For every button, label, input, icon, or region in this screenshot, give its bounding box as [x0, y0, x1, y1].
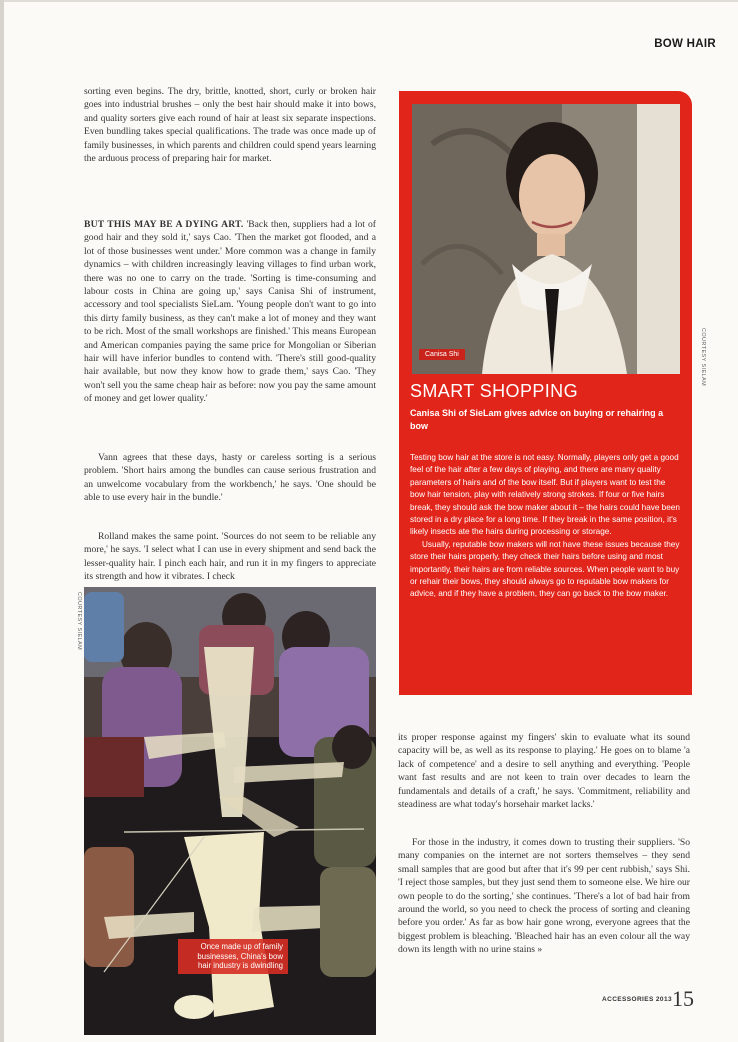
article-paragraph: sorting even begins. The dry, brittle, knotted, short, curly or broken hair goes into industrial brushes – only the best hair should make it into bows, and quality sorters give each round of hair at least six separate inspections. Even bundling takes special qualifications. The trade was once made up of family businesses, in which parents and children could spend years learning the arduous process of preparing hair for market. — [84, 86, 376, 165]
article-paragraph: Rolland makes the same point. 'Sources do not seem to be reliable any more,' he says. 'I select what I can use in every shipment and send back the lesser-quality hair. I pinch each hair, and run it in my fingers to appreciate its strength and how it vibrates. I check — [84, 531, 376, 583]
photo-credit: COURTESY SIELAM — [76, 592, 82, 651]
article-paragraph: its proper response against my fingers' skin to evaluate what its sound capacity will be, as well as its response to playing.' He goes on to blame 'a lack of competence' and a desire to sell anything and everything. 'People want fast results and are not keen to train over decades to learn the fundamentals and details of a craft,' he says. 'Commitment, reliability and steadiness are what today's horsehair market lacks.' — [398, 732, 690, 811]
section-header: BOW HAIR — [654, 38, 716, 50]
issue-label: ACCESSORIES 2013 — [602, 996, 672, 1003]
sidebar-subtitle: Canisa Shi of SieLam gives advice on buying or rehairing a bow — [410, 408, 664, 431]
article-paragraph: Vann agrees that these days, hasty or careless sorting is a serious problem. 'Short hairs among the bundles can cause serious frustration and an unwelcome vocabulary from the workbench,' he says. 'One should be able to use every hair in the bundle.' — [84, 452, 376, 504]
article-paragraph: For those in the industry, it comes down to trusting their suppliers. 'So many companies on the internet are not sorters themselves – they send small samples that are good but after that it's 99 per cent rubbish,' says Shi. 'I reject those samples, but they just send them to someone else. We hire our own people to do the sorting,' she continues. 'There's a lot of bad hair from around the world, so you need to check the process of sorting and cleaning before you order.' As far as bow hair gone wrong, everyone agrees that the biggest problem is bleaching. 'Bleached hair has an even colour all the way down its length with no urine stains » — [398, 837, 690, 956]
portrait-image — [412, 104, 680, 374]
article-paragraph: BUT THIS MAY BE A DYING ART. 'Back then, suppliers had a lot of good hair and they sold it,' says Cao. 'Then the market got flooded, and a lot of those businesses went under.' More common was a change in family dynamics – with children increasingly leaving villages to find urban work, there was no one to carry on the trade. 'Sorting is time-consuming and labour costs in China are going up,' says Canisa Shi of instrument, accessory and tool specialists SieLam. 'Young people don't want to go into this dirty family business, as they can't make a lot of money and they want to be rich. Most of the small workshops are finished.' This means European and American companies paying the same price for Mongolian or Siberian hair will have inferior bundles to contend with. 'There's still good-quality hair available, but now they know how to grade them,' says Cao. 'They won't sell you the same cheap hair as before: now you pay the same amount of money and get lower quality.' — [84, 219, 376, 405]
portrait-credit: COURTESY SIELAM — [700, 328, 706, 387]
photo-caption: Once made up of family businesses, China's bow hair industry is dwindling — [178, 939, 288, 974]
sidebar-title: SMART SHOPPING — [410, 381, 578, 401]
canisa-shi-portrait — [412, 104, 680, 374]
sidebar-paragraph: Testing bow hair at the store is not easy. Normally, players only get a good feel of the hair after a few days of playing, and there are many quality parameters of hairs and of the bow itself. But if players want to test the bow hair tension, play with relatively strong strokes. If four or five hairs break, they should ask the bow maker about it – the hairs could have been stored in a dry place for a long time. If they break in the same position, it's likely insects ate the hairs during processing or storage. — [410, 453, 680, 537]
scan-edge-left — [0, 0, 4, 1042]
sidebar-paragraph: Usually, reputable bow makers will not have these issues because they store their hairs properly, they check their hairs before using and most importantly, their hairs are from reliable sources. When people want to buy or rehair their bows, they should always go to reputable bow makers for advice, and if they have a problem, they can go back to the bow maker. — [410, 539, 680, 599]
portrait-caption: Canisa Shi — [419, 349, 465, 360]
page-number: 15 — [672, 986, 694, 1011]
paragraph-lead-in: BUT THIS MAY BE A DYING ART. — [84, 219, 244, 230]
sidebar-body — [410, 452, 682, 601]
scan-edge-top — [0, 0, 738, 2]
